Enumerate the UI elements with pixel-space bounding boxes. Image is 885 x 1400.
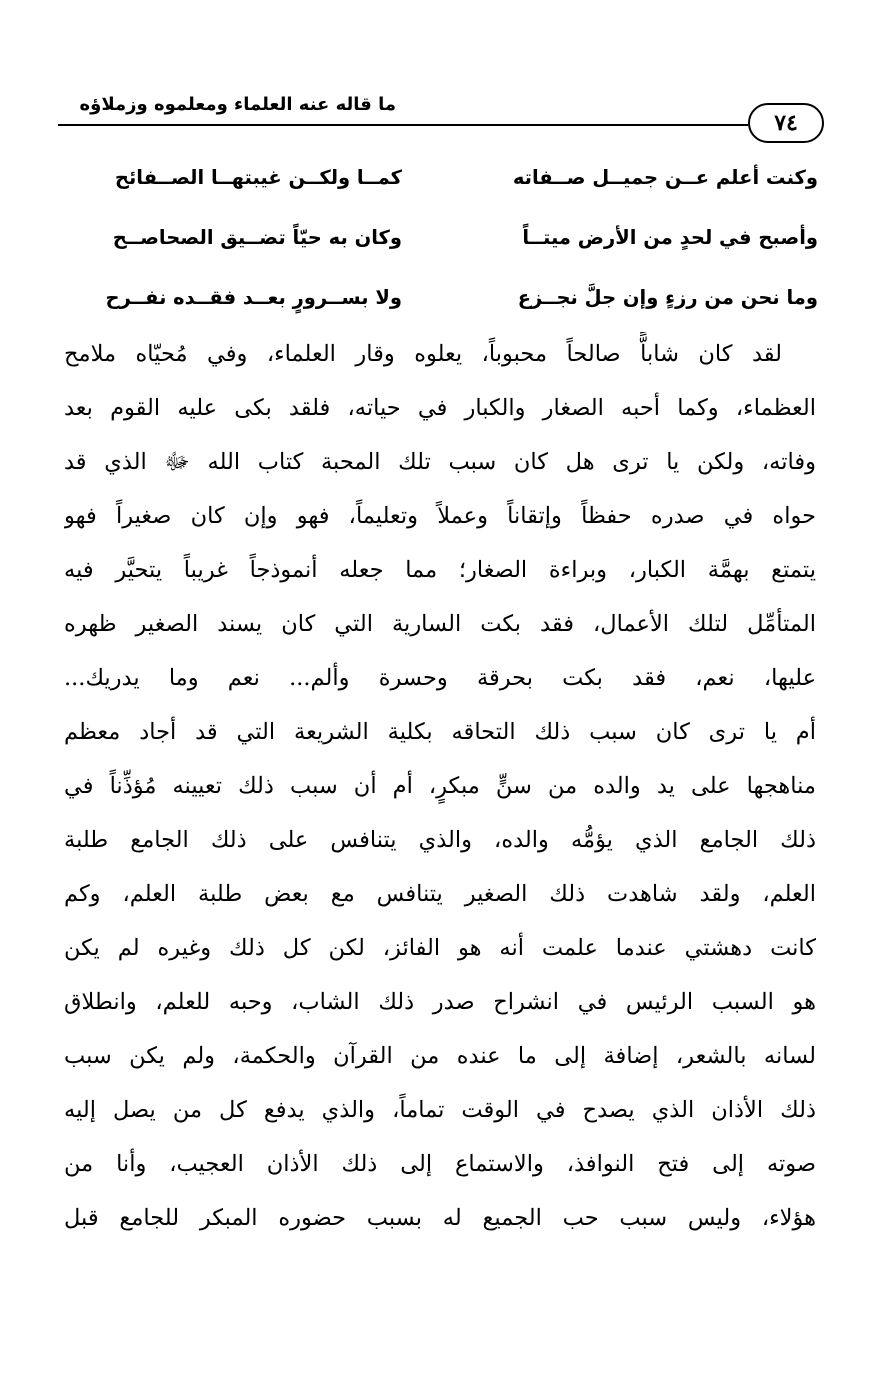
header-title: ما قاله عنه العلماء ومعلموه وزملاؤه — [79, 94, 396, 115]
header-rule — [58, 124, 748, 126]
verse-row — [62, 166, 818, 202]
verse-row — [62, 286, 818, 322]
prose-line: هو السبب الرئيس في انشراح صدر ذلك الشاب، وحبه للعلم، وانطلاق — [64, 989, 816, 1015]
verse-row — [62, 226, 818, 262]
prose-line: العلم، ولقد شاهدت ذلك الصغير يتنافس مع بعض طلبة العلم، وكم — [64, 881, 816, 907]
prose-line: ذلك الجامع الذي يؤمُّه والده، والذي يتنافس على ذلك الجامع طلبة — [64, 827, 816, 853]
verse-second-hemistich: ولا بســرورٍ بعــد فقــده نفــرح — [105, 286, 402, 309]
prose-line: حواه في صدره حفظاً وإتقاناً وعملاً وتعليماً، فهو وإن كان صغيراً فهو — [64, 503, 816, 529]
verse-first-hemistich: وما نحن من رزءٍ وإن جلَّ نجــزع — [517, 286, 818, 309]
prose-line: لقد كان شاباًّ صالحاً محبوباً، يعلوه وقار العلماء، وفي مُحيّاه ملامح — [64, 341, 782, 367]
prose-line: المتأمِّل لتلك الأعمال، فقد بكت السارية التي كان يسند الصغير ظهره — [64, 611, 816, 637]
prose-line: عليها، نعم، فقد بكت بحرقة وحسرة وألم... نعم وما يدريك... — [64, 665, 816, 691]
prose-line: لسانه بالشعر، إضافة إلى ما عنده من القرآن والحكمة، ولم يكن سبب — [64, 1043, 816, 1069]
prose-line: مناهجها على يد والده من سنٍّ مبكرٍ، أم أن سبب ذلك تعيينه مُؤذِّناً في — [64, 773, 816, 799]
verse-second-hemistich: كمــا ولكــن غيبتهــا الصــفائح — [114, 166, 402, 189]
verse-first-hemistich: وأصبح في لحدٍ من الأرض ميتــاً — [522, 226, 818, 249]
prose-line: هؤلاء، وليس سبب حب الجميع له بسبب حضوره المبكر للجامع قبل — [64, 1205, 816, 1231]
verse-first-hemistich: وكنت أعلم عــن جميــل صــفاته — [512, 166, 818, 189]
prose-line: العظماء، وكما أحبه الصغار والكبار في حياته، فلقد بكى عليه القوم بعد — [64, 395, 816, 421]
prose-line: يتمتع بهمَّة الكبار، وبراءة الصغار؛ مما جعله أنموذجاً غريباً يتحيَّر فيه — [64, 557, 816, 583]
page-number: ٧٤ — [774, 110, 798, 136]
prose-line: كانت دهشتي عندما علمت أنه هو الفائز، لكن كل ذلك وغيره لم يكن — [64, 935, 816, 961]
prose-line: وفاته، ولكن يا ترى هل كان سبب تلك المحبة كتاب الله ﷻ الذي قد — [64, 449, 816, 475]
prose-line: ذلك الأذان الذي يصدح في الوقت تماماً، والذي يدفع كل من يصل إليه — [64, 1097, 816, 1123]
verse-second-hemistich: وكان به حيّاً تضــيق الصحاصــح — [112, 226, 402, 249]
page-number-badge — [748, 103, 824, 143]
prose-line: أم يا ترى كان سبب ذلك التحاقه بكلية الشريعة التي قد أجاد معظم — [64, 719, 816, 745]
prose-line: صوته إلى فتح النوافذ، والاستماع إلى ذلك الأذان العجيب، وأنا من — [64, 1151, 816, 1177]
